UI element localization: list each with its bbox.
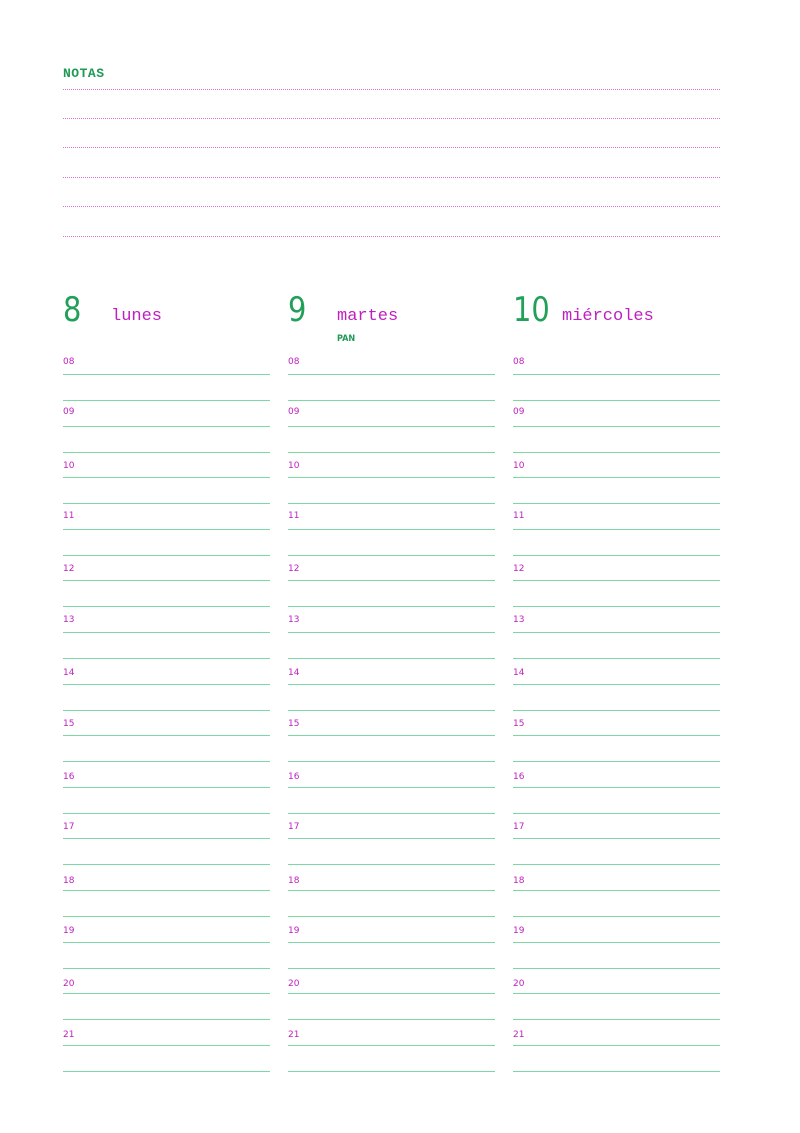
hour-rule	[63, 503, 270, 504]
hour-rule	[63, 1019, 270, 1020]
hour-rule	[513, 606, 720, 607]
hour-rule	[63, 632, 270, 633]
hour-rule	[63, 761, 270, 762]
notes-title: NOTAS	[63, 66, 105, 81]
hour-label: 12	[63, 564, 75, 574]
hour-label: 15	[63, 719, 75, 729]
hour-rule	[288, 374, 495, 375]
hour-rule	[513, 374, 720, 375]
hour-rule	[513, 993, 720, 994]
day-name: martes	[337, 307, 399, 326]
hour-rule	[288, 1045, 495, 1046]
day-number: 8	[63, 290, 82, 330]
hour-rule	[63, 400, 270, 401]
hour-rule	[288, 1071, 495, 1072]
hour-label: 21	[288, 1030, 300, 1040]
hour-rule	[513, 555, 720, 556]
hour-label: 16	[63, 772, 75, 782]
hour-rule	[513, 710, 720, 711]
note-line	[63, 206, 720, 207]
hour-rule	[63, 529, 270, 530]
hour-rule	[63, 606, 270, 607]
hour-rule	[63, 1071, 270, 1072]
hour-rule	[513, 1071, 720, 1072]
day-name: miércoles	[562, 307, 654, 326]
hour-rule	[63, 426, 270, 427]
hour-rule	[513, 529, 720, 530]
hour-rule	[288, 400, 495, 401]
hour-label: 10	[513, 461, 525, 471]
hour-rule	[513, 1045, 720, 1046]
hour-label: 18	[63, 876, 75, 886]
hour-rule	[513, 838, 720, 839]
hour-rule	[288, 529, 495, 530]
hour-rule	[63, 735, 270, 736]
hour-rule	[513, 942, 720, 943]
hour-label: 21	[513, 1030, 525, 1040]
day-number: 10	[513, 290, 550, 330]
hour-label: 08	[63, 357, 75, 367]
hour-rule	[513, 813, 720, 814]
note-line	[63, 236, 720, 237]
hour-rule	[513, 1019, 720, 1020]
hour-rule	[288, 864, 495, 865]
hour-rule	[288, 838, 495, 839]
hour-rule	[288, 555, 495, 556]
hour-label: 16	[288, 772, 300, 782]
hour-rule	[513, 735, 720, 736]
hour-label: 10	[63, 461, 75, 471]
hour-label: 12	[288, 564, 300, 574]
note-line	[63, 147, 720, 148]
hour-rule	[513, 787, 720, 788]
note-line	[63, 118, 720, 119]
hour-label: 16	[513, 772, 525, 782]
hour-rule	[63, 942, 270, 943]
hour-rule	[513, 658, 720, 659]
hour-rule	[288, 1019, 495, 1020]
hour-label: 09	[513, 407, 525, 417]
hour-rule	[288, 632, 495, 633]
hour-rule	[63, 1045, 270, 1046]
hour-rule	[63, 916, 270, 917]
hour-rule	[513, 580, 720, 581]
notes-section	[63, 66, 720, 82]
hour-label: 12	[513, 564, 525, 574]
hour-rule	[513, 890, 720, 891]
hour-label: 17	[513, 822, 525, 832]
hour-rule	[288, 503, 495, 504]
hour-rule	[288, 658, 495, 659]
hour-rule	[513, 684, 720, 685]
hour-rule	[288, 993, 495, 994]
hour-label: 19	[513, 926, 525, 936]
hour-label: 13	[63, 615, 75, 625]
hour-rule	[288, 606, 495, 607]
hour-rule	[513, 916, 720, 917]
hour-rule	[288, 684, 495, 685]
hour-label: 14	[513, 668, 525, 678]
hour-rule	[288, 477, 495, 478]
hour-rule	[63, 477, 270, 478]
hour-label: 19	[63, 926, 75, 936]
hour-rule	[63, 813, 270, 814]
hour-label: 08	[513, 357, 525, 367]
hour-label: 09	[63, 407, 75, 417]
hour-rule	[63, 658, 270, 659]
hour-label: 14	[288, 668, 300, 678]
hour-label: 11	[513, 511, 525, 521]
hour-rule	[288, 942, 495, 943]
hour-rule	[288, 710, 495, 711]
hour-label: 15	[513, 719, 525, 729]
hour-label: 11	[288, 511, 300, 521]
day-name: lunes	[111, 307, 163, 326]
hour-rule	[63, 684, 270, 685]
hour-label: 15	[288, 719, 300, 729]
hour-label: 17	[288, 822, 300, 832]
hour-rule	[63, 580, 270, 581]
hour-rule	[63, 710, 270, 711]
hour-rule	[63, 890, 270, 891]
hour-rule	[513, 761, 720, 762]
hour-rule	[513, 452, 720, 453]
hour-rule	[513, 968, 720, 969]
hour-rule	[63, 838, 270, 839]
note-line	[63, 89, 720, 90]
hour-rule	[513, 632, 720, 633]
hour-label: 08	[288, 357, 300, 367]
hour-label: 13	[288, 615, 300, 625]
hour-rule	[288, 968, 495, 969]
hour-rule	[288, 890, 495, 891]
hour-label: 20	[63, 979, 75, 989]
hour-label: 11	[63, 511, 75, 521]
hour-rule	[63, 452, 270, 453]
hour-label: 09	[288, 407, 300, 417]
hour-rule	[513, 503, 720, 504]
day-number: 9	[288, 290, 307, 330]
hour-label: 13	[513, 615, 525, 625]
hour-label: 18	[288, 876, 300, 886]
note-line	[63, 177, 720, 178]
hour-rule	[288, 580, 495, 581]
hour-label: 10	[288, 461, 300, 471]
hour-rule	[63, 787, 270, 788]
hour-label: 21	[63, 1030, 75, 1040]
hour-rule	[513, 426, 720, 427]
hour-rule	[288, 452, 495, 453]
hour-rule	[288, 813, 495, 814]
hour-rule	[63, 374, 270, 375]
hour-label: 19	[288, 926, 300, 936]
hour-rule	[513, 864, 720, 865]
hour-label: 20	[513, 979, 525, 989]
hour-rule	[288, 426, 495, 427]
hour-label: 14	[63, 668, 75, 678]
hour-label: 18	[513, 876, 525, 886]
day-note[interactable]: PAN	[337, 334, 356, 344]
hour-rule	[63, 864, 270, 865]
hour-rule	[288, 916, 495, 917]
hour-rule	[513, 477, 720, 478]
hour-label: 17	[63, 822, 75, 832]
hour-rule	[288, 787, 495, 788]
hour-rule	[288, 735, 495, 736]
hour-label: 20	[288, 979, 300, 989]
hour-rule	[63, 555, 270, 556]
hour-rule	[63, 968, 270, 969]
hour-rule	[513, 400, 720, 401]
hour-rule	[288, 761, 495, 762]
hour-rule	[63, 993, 270, 994]
